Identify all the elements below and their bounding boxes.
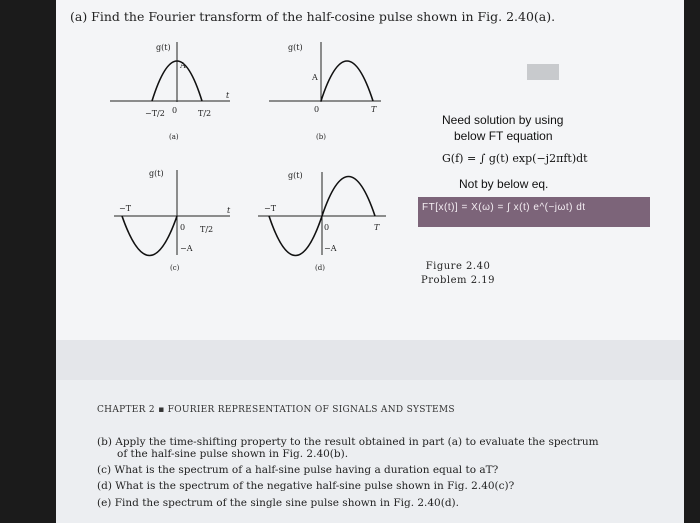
graph-b-caption: (b) xyxy=(316,133,326,141)
graph-d-caption: (d) xyxy=(315,264,325,272)
chapter-heading: CHAPTER 2 ▪ FOURIER REPRESENTATION OF SIGNALS AND SYSTEMS xyxy=(97,405,455,415)
graph-c-amp-neg: −A xyxy=(180,244,193,253)
graph-c-ylabel: g(t) xyxy=(149,169,164,178)
graph-d-ylabel: g(t) xyxy=(288,171,303,180)
graph-a-caption: (a) xyxy=(169,133,179,141)
graph-a xyxy=(110,42,230,141)
graph-d-tick-left: −T xyxy=(264,204,277,213)
question-a: (a) Find the Fourier transform of the half-cosine pulse shown in Fig. 2.40(a). xyxy=(70,9,556,24)
graph-a-tick-left: −T/2 xyxy=(145,109,165,118)
graph-c xyxy=(114,169,231,272)
graph-a-tick-right: T/2 xyxy=(198,109,212,118)
handwritten-equation-bar: FT[x(t)] = X(ω) = ∫ x(t) e^(−jωt) dt xyxy=(418,197,650,227)
graph-b-amp: A xyxy=(312,73,318,82)
graph-d-amp-neg: −A xyxy=(324,244,337,253)
question-d: (d) What is the spectrum of the negative half-sine pulse shown in Fig. 2.40(c)? xyxy=(97,480,515,492)
graph-d-tick-T: T xyxy=(374,223,380,232)
problem-label: Problem 2.19 xyxy=(421,275,495,286)
question-e: (e) Find the spectrum of the single sine pulse shown in Fig. 2.40(d). xyxy=(97,497,459,509)
graph-d-tick-zero: 0 xyxy=(324,223,330,232)
graph-c-tick-right: T/2 xyxy=(200,225,214,234)
graph-c-caption: (c) xyxy=(170,264,180,272)
graph-c-curve xyxy=(122,216,177,256)
graph-a-t-label: t xyxy=(226,91,230,100)
figure-label: Figure 2.40 xyxy=(425,261,491,272)
graph-a-tick-mid: 0 xyxy=(172,106,178,115)
note-line-2: below FT equation xyxy=(454,129,553,143)
graph-a-ylabel: g(t) xyxy=(156,43,171,52)
note-line-1: Need solution by using xyxy=(442,113,564,127)
ft-equation: G(f) = ∫ g(t) exp(−j2πft)dt xyxy=(442,152,588,165)
graph-c-tick-left: −T xyxy=(119,204,132,213)
question-b-line-1: (b) Apply the time-shifting property to the result obtained in part (a) to evaluate the spectrum xyxy=(97,436,599,448)
question-c: (c) What is the spectrum of a half-sine pulse having a duration equal to aT? xyxy=(97,464,499,476)
question-b-line-2: of the half-sine pulse shown in Fig. 2.40(b). xyxy=(117,448,349,460)
graph-c-t-label: t xyxy=(227,206,231,215)
note-line-3: Not by below eq. xyxy=(459,177,549,191)
graph-b-curve xyxy=(321,61,373,101)
graph-d xyxy=(258,171,386,272)
document-page xyxy=(56,0,684,523)
graph-b xyxy=(269,42,381,141)
graph-c-tick-mid: 0 xyxy=(180,223,186,232)
graph-b-ylabel: g(t) xyxy=(288,43,303,52)
graph-b-tick-T: T xyxy=(371,105,377,114)
graph-b-tick-zero: 0 xyxy=(314,105,320,114)
graph-a-amp: A xyxy=(180,61,186,70)
